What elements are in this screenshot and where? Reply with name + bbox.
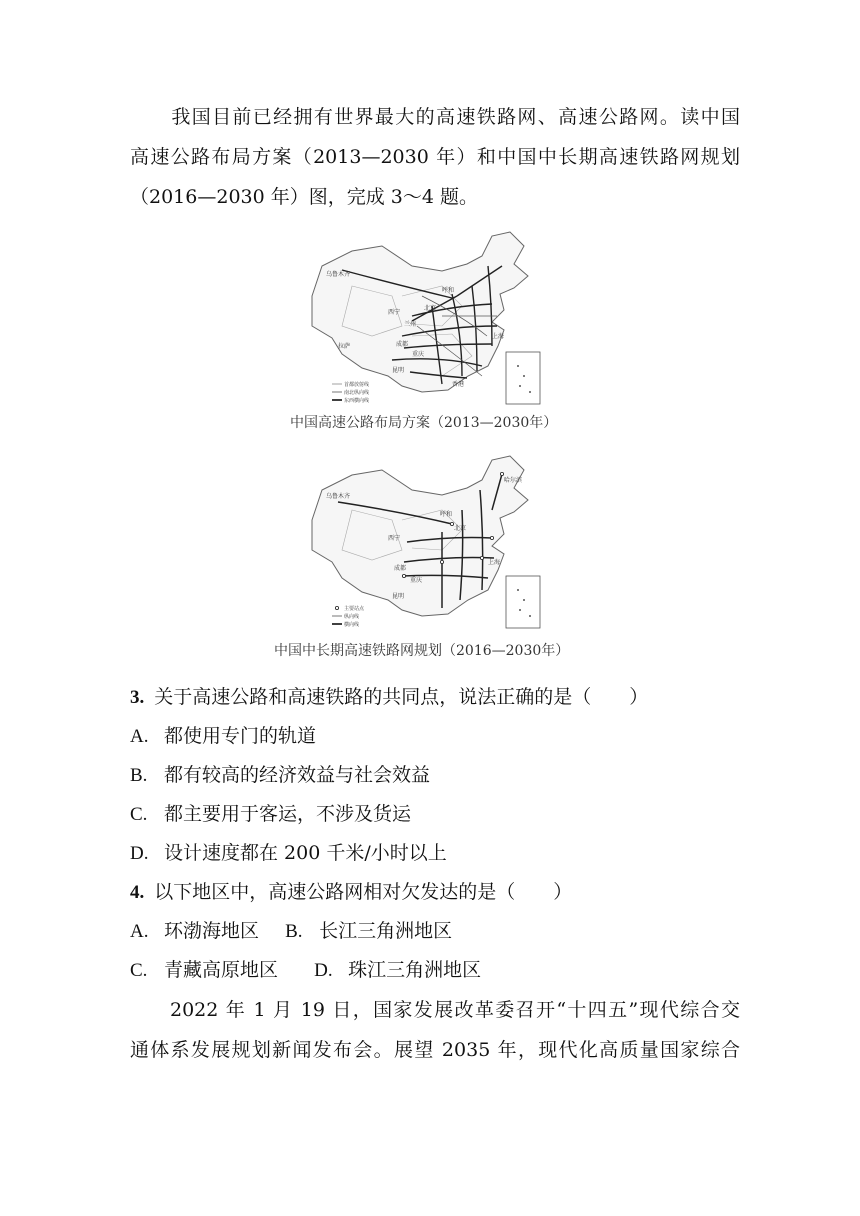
city-label: 呼和 [440,511,453,518]
q4-option-a[interactable]: A. 环渤海地区 [130,920,260,942]
question-text: 以下地区中，高速公路网相对欠发达的是（ ） [154,881,573,903]
intro-line-1: 我国目前已经拥有世界最大的高速铁路网、高速公路网。读中国 [170,106,740,128]
highway-legend [332,381,369,404]
outro-paragraph [130,990,740,1070]
q4-options-row-2 [130,957,481,984]
city-label: 乌鲁木齐 [326,493,351,500]
city-label: 香港 [452,381,465,388]
city-label: 北京 [424,305,437,312]
city-label: 上海 [492,333,505,340]
city-label: 成都 [396,341,409,348]
outro-line-1: 2022 年 1 月 19 日，国家发展改革委召开“十四五”现代综合交 [170,999,740,1021]
city-label: 重庆 [412,351,425,358]
svg-text:纵向线: 纵向线 [344,614,360,620]
question-3-stem [130,684,648,711]
q3-option-b[interactable]: B. 都有较高的经济效益与社会效益 [130,764,431,786]
q4-option-b[interactable]: B. 长江三角洲地区 [285,920,453,942]
city-label: 西宁 [388,309,401,316]
city-label: 昆明 [392,593,405,600]
highway-map-caption: 中国高速公路布局方案（2013—2030年） [290,415,558,431]
city-label: 兰州 [404,321,417,328]
highway-map [292,226,554,406]
q3-option-c[interactable]: C. 都主要用于客运，不涉及货运 [130,803,412,825]
svg-text:南北纵向线: 南北纵向线 [344,390,370,396]
city-label: 呼和 [442,287,455,294]
question-number: 4. [130,882,145,903]
railway-map-figure [292,450,554,630]
city-label: 重庆 [410,577,423,584]
svg-text:首都放射线: 首都放射线 [344,382,370,388]
svg-text:东西横向线: 东西横向线 [344,398,370,404]
city-label: 北京 [454,525,467,532]
railway-map-caption: 中国中长期高速铁路网规划（2016—2030年） [274,643,570,659]
city-label: 西宁 [388,535,401,542]
city-label: 昆明 [392,367,405,374]
outro-line-2: 通体系发展规划新闻发布会。展望 2035 年，现代化高质量国家综合 [130,1039,740,1061]
q4-option-d[interactable]: D. 珠江三角洲地区 [314,959,482,981]
intro-line-2: 高速公路布局方案（2013—2030 年）和中国中长期高速铁路网规划 [130,146,740,168]
question-4-stem [130,879,572,906]
city-label: 哈尔滨 [504,477,523,484]
intro-line-3: （2016—2030 年）图，完成 3～4 题。 [130,186,479,208]
city-label: 上海 [488,559,501,566]
railway-map [292,450,554,630]
railway-legend [332,605,365,628]
svg-text:横向线: 横向线 [344,622,360,628]
q3-option-a[interactable]: A. 都使用专门的轨道 [130,725,317,747]
city-label: 拉萨 [338,343,351,350]
city-label: 乌鲁木齐 [326,271,351,278]
q3-option-d[interactable]: D. 设计速度都在 200 千米/小时以上 [130,842,447,864]
city-label: 成都 [394,565,407,572]
svg-text:主要站点: 主要站点 [344,606,365,612]
highway-map-figure [292,226,554,406]
q4-options-row-1 [130,918,452,945]
intro-paragraph [130,97,740,217]
question-text: 关于高速公路和高速铁路的共同点，说法正确的是（ ） [154,686,649,708]
q4-option-c[interactable]: C. 青藏高原地区 [130,959,279,981]
question-number: 3. [130,687,145,708]
